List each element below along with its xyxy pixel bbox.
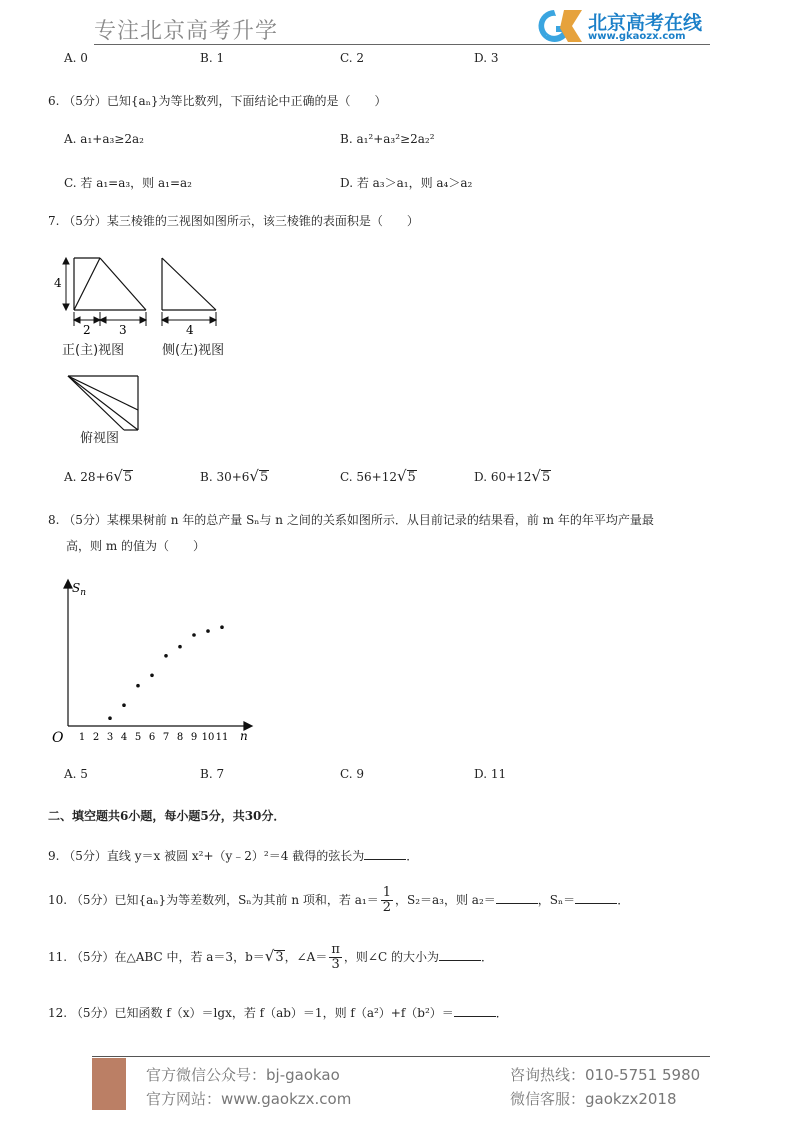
q6-option-c: C. 若 a₁=a₃，则 a₁=a₂	[64, 176, 192, 190]
q11-blank	[439, 951, 481, 961]
footer-accent-block	[92, 1058, 126, 1110]
y-axis-arrow	[64, 580, 72, 588]
q8-option-b: B. 7	[200, 767, 225, 781]
x-axis-label: n	[240, 729, 248, 743]
x-tick-label: 1	[78, 732, 86, 743]
data-point	[136, 684, 140, 688]
data-point	[164, 654, 168, 658]
x-tick-label: 9	[190, 732, 198, 743]
logo-mark-icon	[524, 6, 584, 44]
x-tick-label: 5	[134, 732, 142, 743]
chart-axes	[64, 580, 252, 730]
y-axis-label: $S_n$	[72, 581, 87, 598]
q6-option-a: A. a₁+a₃≥2a₂	[64, 132, 144, 146]
x-tick-label: 6	[148, 732, 156, 743]
front-view-label: 正(主)视图	[62, 343, 125, 358]
front-view	[74, 258, 146, 310]
data-point	[178, 645, 182, 649]
q12-stem: 12. （5分）已知函数 f（x）＝lgx，若 f（ab）＝1，则 f（a²）+f（b²）＝ ．	[48, 1006, 508, 1020]
svg-text:G: G	[546, 36, 547, 37]
data-point	[206, 629, 210, 633]
logo-url: www.gkaozx.com	[588, 31, 686, 42]
q5-option-b: B. 1	[200, 51, 225, 65]
top-view-label: 俯视图	[80, 431, 120, 446]
x-tick-label: 2	[92, 732, 100, 743]
q7-option-b: B. 30+6√5	[200, 467, 269, 485]
q11-stem: 11. （5分）在△ABC 中，若 a＝3，b＝√3，∠A＝ $\frac{\pi}{3}$ ，则∠C 的大小为 ．	[48, 942, 493, 972]
q7-three-views-figure	[48, 250, 248, 340]
header-slogan: 专注北京高考升学	[94, 19, 279, 44]
height-dimension	[63, 258, 69, 310]
q12-blank	[454, 1007, 496, 1017]
q6-option-d: D. 若 a₃＞a₁，则 a₄＞a₂	[340, 176, 473, 190]
q9-stem: 9. （5分）直线 y＝x 被圆 x²+（y﹣2）²＝4 截得的弦长为 ．	[48, 849, 419, 863]
x-tick-labels	[79, 732, 229, 743]
dim-b-label: 3	[119, 323, 127, 337]
data-points	[108, 625, 224, 720]
q5-option-c: C. 2	[340, 51, 365, 65]
x-tick-label: 8	[176, 732, 184, 743]
footer-website: 官方网站：www.gaokzx.com	[146, 1090, 352, 1108]
x-tick-label: 4	[120, 732, 128, 743]
q8-stem-line1: 8. （5分）某棵果树前 n 年的总产量 Sₙ与 n 之间的关系如图所示．从目前记录的结果看，前 m 年的年平均产量最	[48, 513, 654, 527]
q10-blank-sn	[575, 894, 617, 904]
q7-option-c: C. 56+12√5	[340, 467, 416, 485]
footer-divider	[92, 1056, 710, 1057]
data-point	[108, 716, 112, 720]
x-tick-label: 11	[215, 732, 229, 743]
x-tick-label: 10	[201, 732, 215, 743]
q8-option-d: D. 11	[474, 767, 507, 781]
q8-option-a: A. 5	[64, 767, 88, 781]
q10-fraction: $\frac{1}{2}$	[382, 885, 391, 915]
x-tick-label: 3	[106, 732, 114, 743]
q8-scatter-chart	[46, 572, 260, 748]
origin-label: O	[52, 730, 64, 746]
q7-option-d: D. 60+12√5	[474, 467, 551, 485]
data-point	[220, 625, 224, 629]
q5-option-d: D. 3	[474, 51, 499, 65]
q8-stem-line2: 高，则 m 的值为（ ）	[66, 539, 206, 553]
header-divider	[94, 44, 710, 45]
footer-wechat: 官方微信公众号：bj-gaokao	[146, 1066, 340, 1084]
q10-blank-a2	[496, 894, 538, 904]
logo-name: 北京高考在线	[588, 12, 703, 34]
top-view-figure	[62, 372, 144, 432]
dim-side-label: 4	[186, 323, 194, 337]
q7-option-a: A. 28+6√5	[64, 467, 133, 485]
footer-service: 微信客服：gaokzx2018	[510, 1090, 677, 1108]
data-point	[122, 703, 126, 707]
section2-heading: 二、填空题共6小题，每小题5分，共30分．	[48, 809, 286, 823]
q5-option-a: A. 0	[64, 51, 88, 65]
data-point	[150, 674, 154, 678]
q6-option-b: B. a₁²+a₃²≥2a₂²	[340, 132, 435, 146]
side-view-label: 侧(左)视图	[162, 343, 225, 358]
data-point	[192, 633, 196, 637]
q9-blank	[364, 850, 406, 860]
side-view	[162, 258, 216, 310]
q6-stem: 6. （5分）已知{aₙ}为等比数列，下面结论中正确的是（ ）	[48, 94, 387, 108]
q7-stem: 7. （5分）某三棱锥的三视图如图所示，该三棱锥的表面积是（ ）	[48, 214, 419, 228]
footer-hotline: 咨询热线：010-5751 5980	[510, 1066, 701, 1084]
q8-option-c: C. 9	[340, 767, 365, 781]
dim-height-label: 4	[54, 276, 62, 290]
q11-fraction: $\frac{\pi}{3}$	[331, 942, 340, 972]
x-tick-label: 7	[162, 732, 170, 743]
dim-a-label: 2	[83, 323, 91, 337]
q10-stem: 10. （5分）已知{aₙ}为等差数列，Sₙ为其前 n 项和，若 a₁＝ $\frac{1}{2}$ ，S₂＝a₃，则 a₂＝ ，Sₙ＝ ．	[48, 885, 630, 915]
